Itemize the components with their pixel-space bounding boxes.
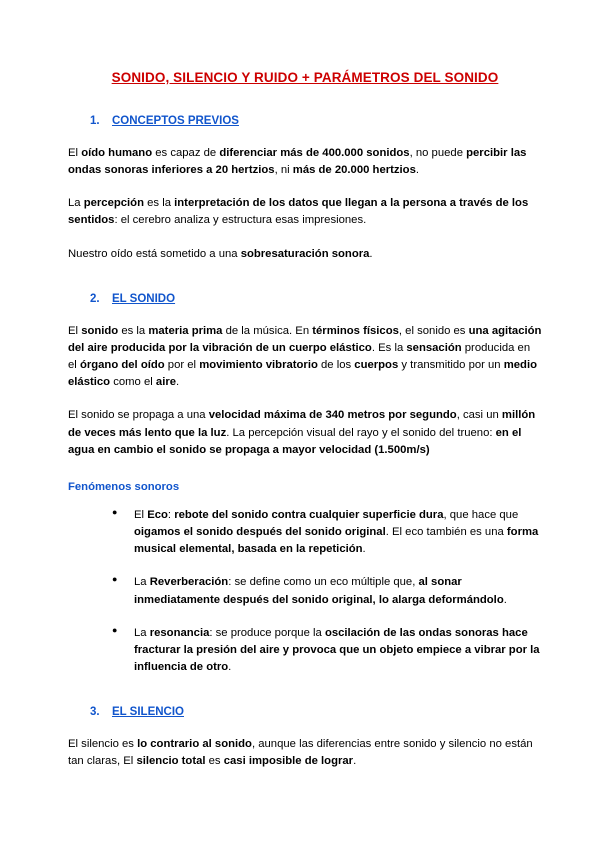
section-number-2: 2. bbox=[90, 292, 100, 305]
section-title-1: CONCEPTOS PREVIOS bbox=[112, 115, 239, 127]
section-number-3: 3. bbox=[90, 706, 100, 719]
subheading-fenomenos-sonoros: Fenómenos sonoros bbox=[68, 480, 180, 493]
section-heading-1 bbox=[90, 115, 542, 127]
section-title-2: EL SONIDO bbox=[112, 292, 176, 305]
list-item: ● El Eco: rebote del sonido contra cualquier superficie dura, que hace que oigamos el sonido después del sonido original. El eco también es una forma musical elemental, basada en la repetición. bbox=[112, 507, 542, 558]
paragraph: El silencio es lo contrario al sonido, aunque las diferencias entre sonido y silencio no están tan claras, El silencio total es casi imposible de lograr. bbox=[68, 738, 533, 768]
list-item: ● La resonancia: se produce porque la oscilación de las ondas sonoras hace fracturar la presión del aire y provoca que un objeto empiece a vibrar por la influencia de otro. bbox=[112, 625, 542, 676]
section-heading-2 bbox=[90, 293, 542, 305]
section-heading-3 bbox=[90, 706, 542, 718]
paragraph: El sonido es la materia prima de la música. En términos físicos, el sonido es una agitación del aire producida por la vibración de un cuerpo elástico. Es la sensación producida en el órgano del oído por el movimiento vibratorio de los cuerpos y transmitido por un medio elástico como el aire. bbox=[68, 324, 542, 389]
paragraph: El oído humano es capaz de diferenciar más de 400.000 sonidos, no puede percibir las ondas sonoras inferiores a 20 hertzios, ni más de 20.000 hertzios. bbox=[68, 147, 527, 177]
paragraph: La percepción es la interpretación de los datos que llegan a la persona a través de los sentidos: el cerebro analiza y estructura esas impresiones. bbox=[68, 197, 529, 227]
section-title-3: EL SILENCIO bbox=[112, 706, 184, 719]
list-item: ● La Reverberación: se define como un eco múltiple que, al sonar inmediatamente después del sonido original, lo alarga deformándolo. bbox=[112, 574, 542, 608]
page-title: SONIDO, SILENCIO Y RUIDO + PARÁMETROS DEL SONIDO bbox=[111, 70, 499, 85]
bullet-list bbox=[68, 507, 542, 676]
paragraph: Nuestro oído está sometido a una sobresaturación sonora. bbox=[68, 247, 373, 260]
paragraph: El sonido se propaga a una velocidad máxima de 340 metros por segundo, casi un millón de veces más lento que la luz. La percepción visual del rayo y el sonido del trueno: en el agua en cambio el sonido se propaga a mayor velocidad (1.500m/s) bbox=[68, 409, 536, 456]
section-number-1: 1. bbox=[90, 115, 100, 127]
